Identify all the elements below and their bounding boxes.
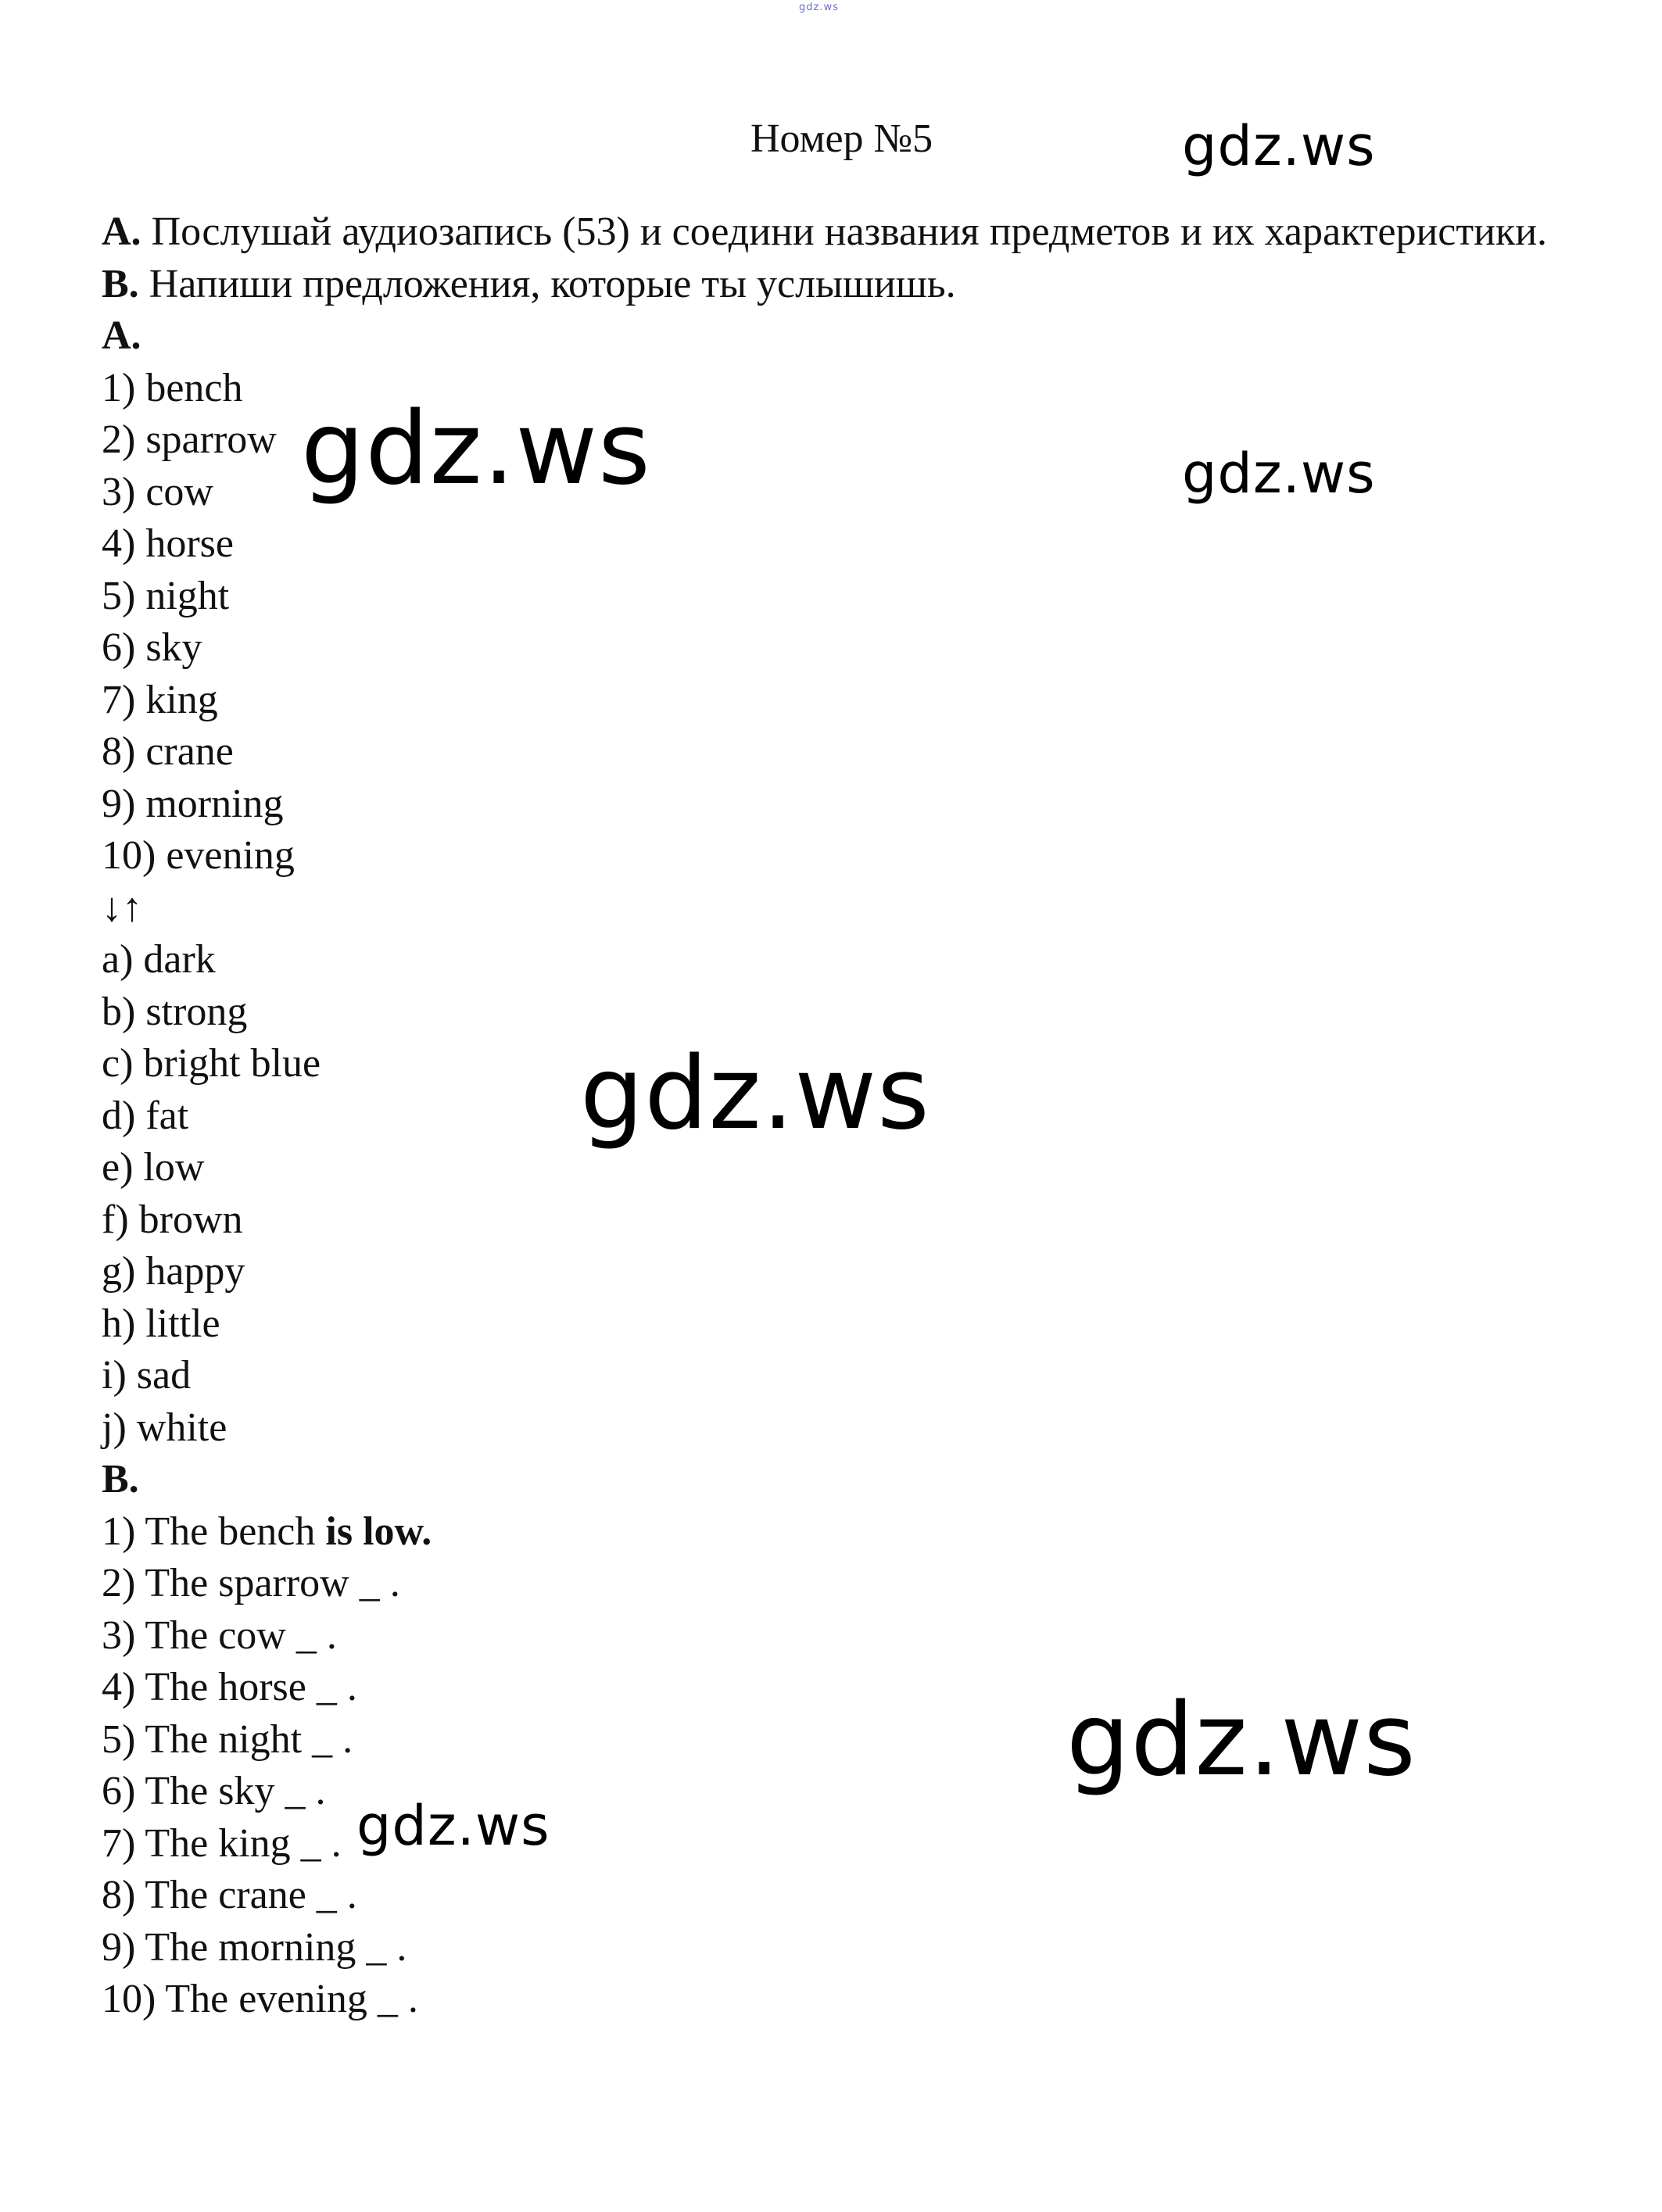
sentence-item: 10) The evening _ . bbox=[102, 1977, 418, 2021]
list-item: 9) morning bbox=[102, 781, 284, 826]
list-item: d) fat bbox=[102, 1093, 189, 1138]
list-item: 10) evening bbox=[102, 833, 295, 878]
list-item: 3) cow bbox=[102, 469, 213, 514]
list-item: 5) night bbox=[102, 573, 230, 618]
list-item: 4) horse bbox=[102, 521, 234, 566]
list-item: f) brown bbox=[102, 1197, 243, 1242]
list-item: h) little bbox=[102, 1301, 220, 1346]
list-item: 2) sparrow bbox=[102, 417, 277, 462]
sentence-item: 8) The crane _ . bbox=[102, 1873, 357, 1917]
sentence-answer: is low. bbox=[325, 1509, 432, 1554]
list-item: a) dark bbox=[102, 937, 216, 982]
list-item: 1) bench bbox=[102, 365, 243, 410]
page-title: Номер №5 bbox=[750, 116, 933, 161]
watermark: gdz.ws bbox=[1182, 442, 1376, 506]
list-item: 7) king bbox=[102, 677, 218, 722]
list-item: 8) crane bbox=[102, 729, 234, 774]
list-item: g) happy bbox=[102, 1249, 245, 1294]
instruction-a-text: Послушай аудиозапись (53) и соедини названия предметов и их характеристики. bbox=[151, 209, 1548, 254]
match-arrows: ↓↑ bbox=[102, 885, 142, 930]
list-item: j) white bbox=[102, 1405, 227, 1450]
instruction-a-label: А. bbox=[102, 209, 141, 254]
instruction-a bbox=[102, 206, 1548, 259]
list-item: e) low bbox=[102, 1145, 205, 1190]
instruction-b-text: Напиши предложения, которые ты услышишь. bbox=[149, 261, 956, 306]
list-item: c) bright blue bbox=[102, 1041, 321, 1086]
section-a-label: А. bbox=[102, 313, 141, 358]
watermark: gdz.ws bbox=[1182, 114, 1376, 178]
sentence-item: 2) The sparrow _ . bbox=[102, 1561, 400, 1605]
sentence-item: 9) The morning _ . bbox=[102, 1924, 407, 1970]
sentence-item: 5) The night _ . bbox=[102, 1716, 353, 1762]
watermark: gdz.ws bbox=[301, 391, 651, 507]
watermark-tiny: gdz.ws bbox=[799, 2, 839, 13]
adjective-list bbox=[102, 934, 1548, 1454]
section-b-label: B. bbox=[102, 1457, 139, 1502]
sentence-item: 7) The king _ . bbox=[102, 1820, 342, 1866]
list-item: i) sad bbox=[102, 1353, 192, 1398]
watermark: gdz.ws bbox=[1066, 1682, 1417, 1799]
sentence-prefix: 1) The bench bbox=[102, 1509, 326, 1554]
sentence-item: 3) The cow _ . bbox=[102, 1612, 337, 1658]
sentence-item: 6) The sky _ . bbox=[102, 1769, 326, 1813]
sentence-item: 4) The horse _ . bbox=[102, 1665, 357, 1709]
sentence-item bbox=[102, 1506, 1548, 1559]
list-item: 6) sky bbox=[102, 625, 202, 670]
watermark: gdz.ws bbox=[356, 1794, 550, 1858]
watermark: gdz.ws bbox=[580, 1036, 930, 1152]
instruction-b bbox=[102, 259, 1548, 311]
list-item: b) strong bbox=[102, 989, 248, 1034]
instruction-b-label: B. bbox=[102, 261, 139, 306]
